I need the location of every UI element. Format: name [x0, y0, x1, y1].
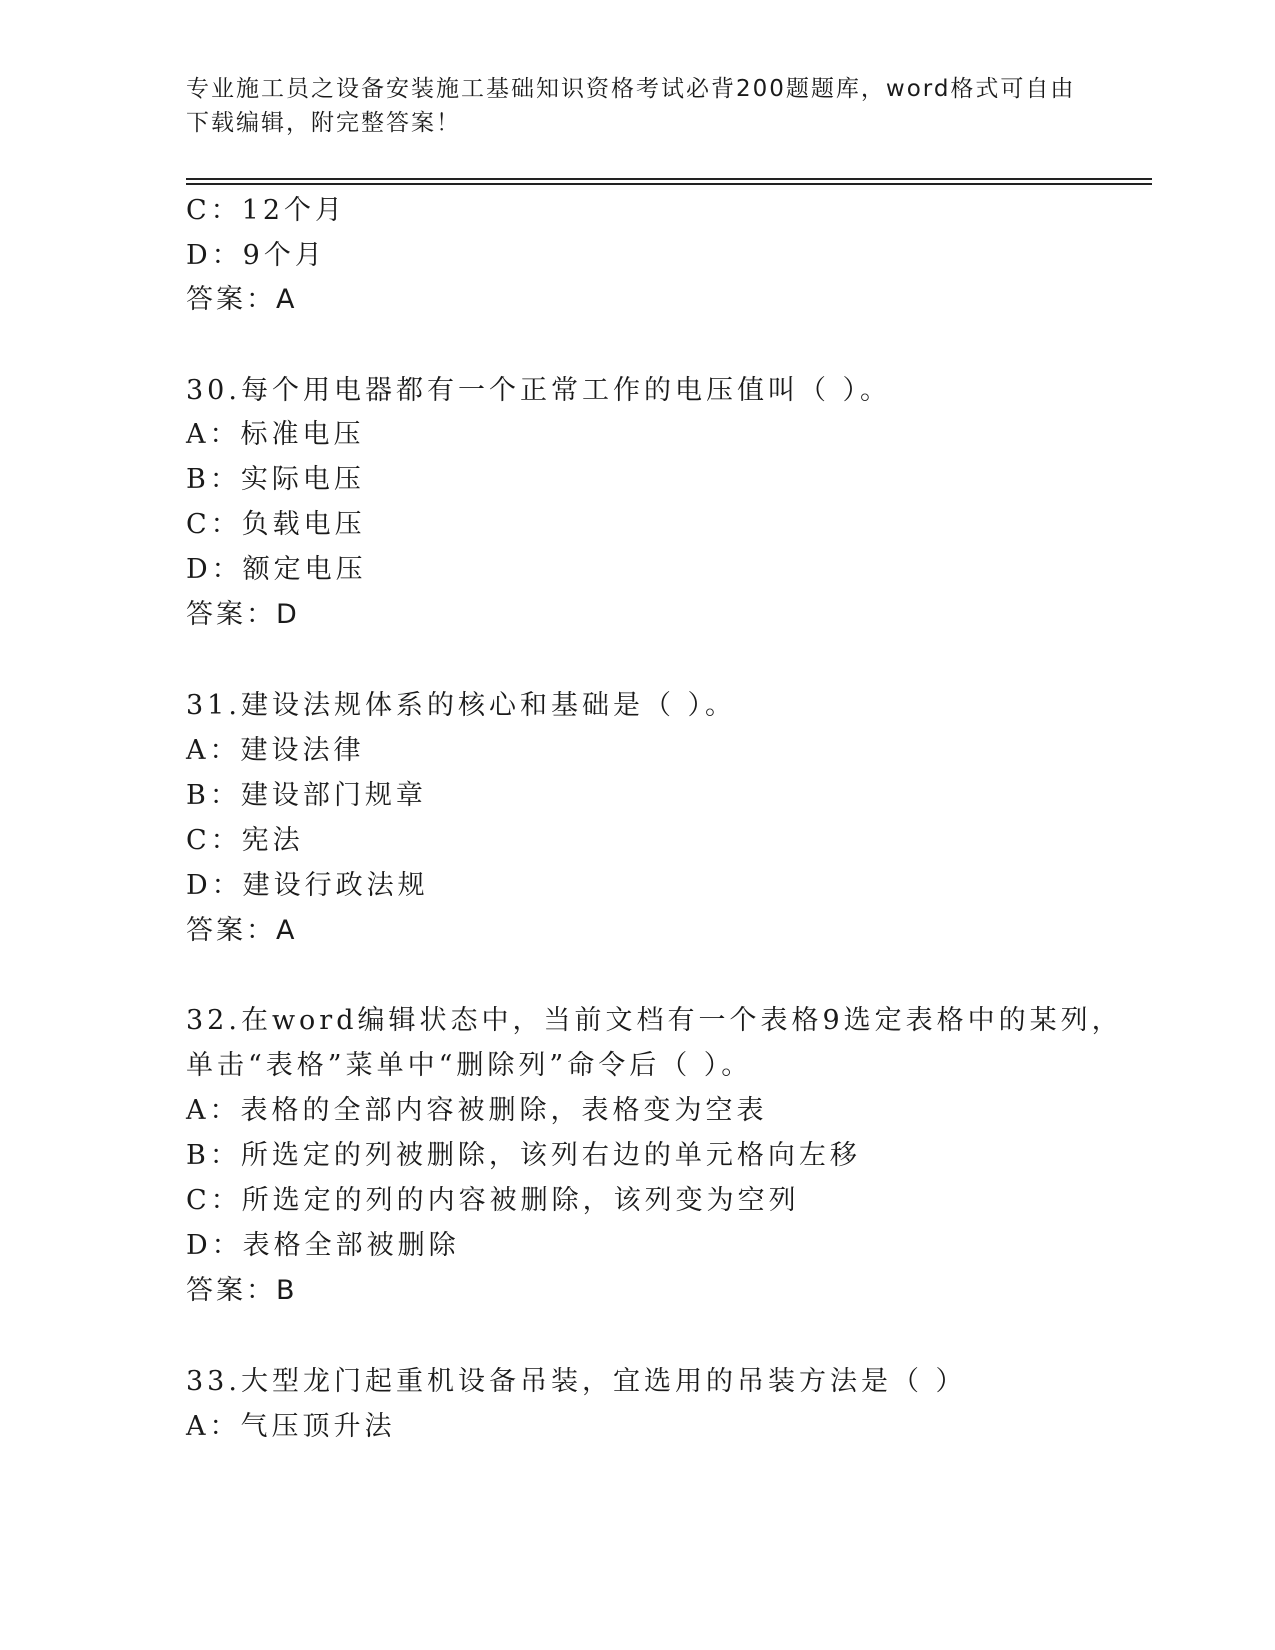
q31-option-d: D：建设行政法规 [186, 870, 429, 901]
q30-answer: 答案：D [186, 599, 300, 630]
q30-option-d: D：额定电压 [186, 554, 367, 585]
header-line-2: 下载编辑，附完整答案！ [186, 110, 461, 136]
q32-question-line-1: 32.在word编辑状态中，当前文档有一个表格9选定表格中的某列， [186, 1005, 1123, 1036]
q33-option-a: A：气压顶升法 [186, 1411, 396, 1442]
q32-option-a: A：表格的全部内容被删除，表格变为空表 [186, 1095, 768, 1126]
header-divider-bottom [186, 183, 1152, 185]
header-line-1: 专业施工员之设备安装施工基础知识资格考试必背200题题库，word格式可自由 [186, 76, 1076, 102]
q32-answer: 答案：B [186, 1275, 298, 1306]
q32-option-c: C：所选定的列的内容被删除，该列变为空列 [186, 1185, 800, 1216]
header-divider-top [186, 178, 1152, 180]
q31-question: 31.建设法规体系的核心和基础是（ ）。 [186, 690, 737, 721]
q31-option-b: B：建设部门规章 [186, 780, 427, 811]
q32-question-line-2: 单击“表格”菜单中“删除列”命令后（ ）。 [186, 1050, 753, 1081]
q30-option-b: B：实际电压 [186, 464, 365, 495]
q30-question: 30.每个用电器都有一个正常工作的电压值叫（ ）。 [186, 375, 892, 406]
q31-option-a: A：建设法律 [186, 735, 365, 766]
q32-option-b: B：所选定的列被删除，该列右边的单元格向左移 [186, 1140, 861, 1171]
prev-option-d: D：9个月 [186, 240, 326, 271]
prev-option-c: C：12个月 [186, 195, 347, 226]
document-header [186, 72, 1086, 140]
q31-answer: 答案：A [186, 915, 298, 946]
q33-question: 33.大型龙门起重机设备吊装，宜选用的吊装方法是（ ） [186, 1366, 967, 1397]
q30-option-c: C：负载电压 [186, 509, 366, 540]
prev-answer: 答案：A [186, 284, 298, 315]
q31-option-c: C：宪法 [186, 825, 304, 856]
q30-option-a: A：标准电压 [186, 419, 365, 450]
q32-option-d: D：表格全部被删除 [186, 1230, 460, 1261]
